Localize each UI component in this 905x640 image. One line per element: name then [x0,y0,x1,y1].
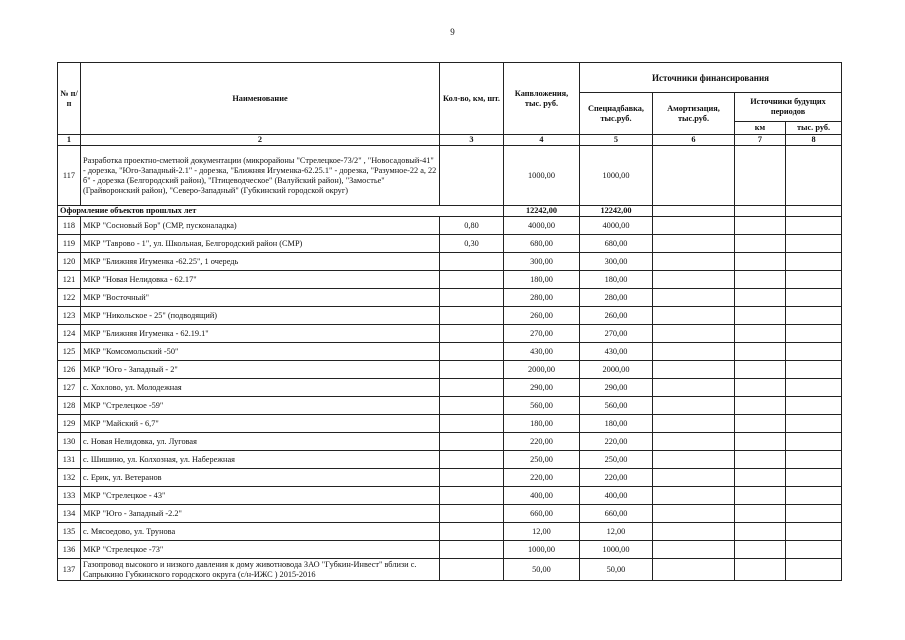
table-row [58,433,842,451]
table-row [58,217,842,235]
row-qty [440,505,504,523]
row-future-rub [786,487,842,505]
row-number: 119 [58,235,81,253]
row-capex: 280,00 [504,289,580,307]
row-qty [440,361,504,379]
row-number: 133 [58,487,81,505]
table-row [58,505,842,523]
row-number: 127 [58,379,81,397]
section-future-rub [786,206,842,217]
header-future: Источники будущих периодов [735,93,842,122]
row-surcharge: 220,00 [580,469,653,487]
row-future-km [735,325,786,343]
row-name: с. Новая Нелидовка, ул. Луговая [81,433,440,451]
row-surcharge: 280,00 [580,289,653,307]
row-number: 129 [58,415,81,433]
row-future-rub [786,307,842,325]
row-future-rub [786,253,842,271]
column-number-row [58,135,842,146]
row-surcharge: 260,00 [580,307,653,325]
row-capex: 660,00 [504,505,580,523]
row-surcharge: 400,00 [580,487,653,505]
row-qty [440,271,504,289]
row-amort [653,361,735,379]
header-row-1 [58,63,842,93]
row-number: 120 [58,253,81,271]
header-future-km: км [735,122,786,135]
row-name: МКР "Стрелецкое - 43" [81,487,440,505]
row-capex: 4000,00 [504,217,580,235]
row-surcharge: 180,00 [580,415,653,433]
row-number: 132 [58,469,81,487]
financing-table [57,62,842,581]
row-future-km [735,433,786,451]
row-capex: 220,00 [504,469,580,487]
row-future-rub [786,379,842,397]
row-future-km [735,523,786,541]
row-qty [440,487,504,505]
table-row [58,235,842,253]
section-title: Оформление объектов прошлых лет [58,206,504,217]
row-amort [653,523,735,541]
row-capex: 1000,00 [504,146,580,206]
row-future-km [735,379,786,397]
row-name: Газопровод высокого и низкого давления к дому животновода ЗАО "Губкин-Инвест" вблизи с. Сапрыкино Губкинского городского округа (с/н-ИЖС ) 2015-2016 [81,559,440,581]
table-row [58,325,842,343]
row-number: 124 [58,325,81,343]
row-name: МКР "Новая Нелидовка - 62.17" [81,271,440,289]
row-surcharge: 4000,00 [580,217,653,235]
row-amort [653,325,735,343]
table-row [58,559,842,581]
row-name: МКР "Сосновый Бор" (СМР, пусконаладка) [81,217,440,235]
row-name: с. Шишино, ул. Колхозная, ул. Набережная [81,451,440,469]
row-number: 122 [58,289,81,307]
table-row [58,289,842,307]
row-number: 131 [58,451,81,469]
row-number: 121 [58,271,81,289]
row-future-km [735,451,786,469]
row-future-rub [786,397,842,415]
row-qty [440,325,504,343]
row-future-rub [786,343,842,361]
row-surcharge: 430,00 [580,343,653,361]
row-number: 137 [58,559,81,581]
row-number: 128 [58,397,81,415]
row-future-km [735,415,786,433]
table-row [58,397,842,415]
table-row [58,343,842,361]
table-row [58,487,842,505]
row-amort [653,541,735,559]
header-sources: Источники финансирования [580,63,842,93]
row-capex: 250,00 [504,451,580,469]
row-surcharge: 1000,00 [580,146,653,206]
row-qty [440,415,504,433]
row-qty [440,523,504,541]
table-row [58,146,842,206]
col-num-2: 2 [81,135,440,146]
header-qty: Кол-во, км, шт. [440,63,504,135]
row-amort [653,289,735,307]
row-name: с. Хохлово, ул. Молодежная [81,379,440,397]
col-num-7: 7 [735,135,786,146]
row-capex: 220,00 [504,433,580,451]
header-amort: Амортизация, тыс.руб. [653,93,735,135]
row-name: МКР "Комсомольский -50" [81,343,440,361]
row-capex: 270,00 [504,325,580,343]
row-number: 135 [58,523,81,541]
row-number: 126 [58,361,81,379]
row-future-km [735,307,786,325]
row-name: МКР "Ближняя Игуменка -62.25", 1 очередь [81,253,440,271]
table-row [58,523,842,541]
row-qty [440,541,504,559]
row-future-rub [786,146,842,206]
row-qty [440,469,504,487]
col-num-8: 8 [786,135,842,146]
table-row [58,541,842,559]
row-future-km [735,505,786,523]
row-surcharge: 290,00 [580,379,653,397]
row-qty [440,289,504,307]
row-surcharge: 1000,00 [580,541,653,559]
header-name: Наименование [81,63,440,135]
row-future-km [735,397,786,415]
row-number: 134 [58,505,81,523]
row-qty [440,253,504,271]
row-future-km [735,271,786,289]
row-future-km [735,217,786,235]
row-capex: 300,00 [504,253,580,271]
table-row [58,469,842,487]
row-amort [653,505,735,523]
row-name: МКР "Стрелецкое -73" [81,541,440,559]
row-future-rub [786,271,842,289]
row-number: 118 [58,217,81,235]
row-surcharge: 2000,00 [580,361,653,379]
section-amort [653,206,735,217]
row-surcharge: 50,00 [580,559,653,581]
table-row [58,379,842,397]
row-surcharge: 270,00 [580,325,653,343]
row-name: МКР "Ближняя Игуменка - 62.19.1" [81,325,440,343]
row-number: 130 [58,433,81,451]
table-row [58,307,842,325]
row-amort [653,217,735,235]
row-name: МКР "Стрелецкое -59" [81,397,440,415]
header-num: № п/п [58,63,81,135]
row-surcharge: 560,00 [580,397,653,415]
row-future-rub [786,469,842,487]
row-number: 117 [58,146,81,206]
header-surcharge: Спецнадбавка, тыс.руб. [580,93,653,135]
row-name: МКР "Майский - 6,7" [81,415,440,433]
row-qty: 0,80 [440,217,504,235]
row-capex: 680,00 [504,235,580,253]
row-amort [653,146,735,206]
row-future-rub [786,217,842,235]
row-amort [653,253,735,271]
row-future-rub [786,523,842,541]
row-amort [653,307,735,325]
row-capex: 12,00 [504,523,580,541]
row-capex: 260,00 [504,307,580,325]
row-amort [653,433,735,451]
row-surcharge: 660,00 [580,505,653,523]
row-future-km [735,559,786,581]
section-future-km [735,206,786,217]
row-amort [653,271,735,289]
row-qty: 0,30 [440,235,504,253]
col-num-5: 5 [580,135,653,146]
row-qty [440,379,504,397]
table-row [58,451,842,469]
row-capex: 430,00 [504,343,580,361]
row-number: 125 [58,343,81,361]
row-amort [653,235,735,253]
page-number: 9 [450,27,455,37]
row-name: с. Ерик, ул. Ветеранов [81,469,440,487]
col-num-1: 1 [58,135,81,146]
row-amort [653,397,735,415]
row-amort [653,415,735,433]
row-future-km [735,343,786,361]
row-future-rub [786,505,842,523]
row-amort [653,559,735,581]
row-qty [440,451,504,469]
table-row [58,415,842,433]
row-future-rub [786,541,842,559]
row-surcharge: 12,00 [580,523,653,541]
row-amort [653,379,735,397]
col-num-6: 6 [653,135,735,146]
table-row [58,253,842,271]
row-qty [440,397,504,415]
row-surcharge: 220,00 [580,433,653,451]
row-name: МКР "Юго - Западный - 2" [81,361,440,379]
section-surcharge: 12242,00 [580,206,653,217]
row-capex: 290,00 [504,379,580,397]
row-future-km [735,541,786,559]
row-future-km [735,235,786,253]
row-name: МКР "Никольское - 25" (подводящий) [81,307,440,325]
row-future-km [735,487,786,505]
row-name: МКР "Юго - Западный -2.2" [81,505,440,523]
row-amort [653,469,735,487]
row-capex: 400,00 [504,487,580,505]
row-capex: 560,00 [504,397,580,415]
col-num-4: 4 [504,135,580,146]
row-name: Разработка проектно-сметной документации (микрорайоны "Стрелецкое-73/2" , "Новосадовый-41" - дорезка, "Юго-Западный-2.1" - дорезка, "Ближняя Игуменка-62.25.1" - дорезка, "Разумное-22 а, 22 б" - дорезка (Белгородский район), "Птицеводческое" (Валуйский район), "Замостье" (Грайворонский район), "Северо-Западный" (Губкинский городской округ) [81,146,440,206]
row-future-rub [786,361,842,379]
row-surcharge: 680,00 [580,235,653,253]
row-future-km [735,253,786,271]
row-qty [440,307,504,325]
row-amort [653,343,735,361]
row-qty [440,146,504,206]
row-future-rub [786,433,842,451]
section-row [58,206,842,217]
row-amort [653,451,735,469]
row-name: МКР "Восточный" [81,289,440,307]
row-future-rub [786,235,842,253]
row-qty [440,559,504,581]
table-row [58,361,842,379]
table-row [58,271,842,289]
row-future-rub [786,289,842,307]
row-number: 136 [58,541,81,559]
row-capex: 2000,00 [504,361,580,379]
row-surcharge: 250,00 [580,451,653,469]
row-amort [653,487,735,505]
row-surcharge: 300,00 [580,253,653,271]
header-future-rub: тыс. руб. [786,122,842,135]
row-future-km [735,289,786,307]
row-qty [440,343,504,361]
row-future-rub [786,325,842,343]
col-num-3: 3 [440,135,504,146]
row-future-km [735,146,786,206]
row-capex: 180,00 [504,415,580,433]
row-name: с. Мясоедово, ул. Трунова [81,523,440,541]
row-future-km [735,469,786,487]
row-capex: 50,00 [504,559,580,581]
row-capex: 1000,00 [504,541,580,559]
header-capex: Капвложения, тыс. руб. [504,63,580,135]
row-surcharge: 180,00 [580,271,653,289]
row-future-rub [786,451,842,469]
row-future-rub [786,559,842,581]
row-name: МКР "Таврово - 1", ул. Школьная, Белгородский район (СМР) [81,235,440,253]
row-number: 123 [58,307,81,325]
row-capex: 180,00 [504,271,580,289]
row-future-rub [786,415,842,433]
row-future-km [735,361,786,379]
section-capex: 12242,00 [504,206,580,217]
row-qty [440,433,504,451]
